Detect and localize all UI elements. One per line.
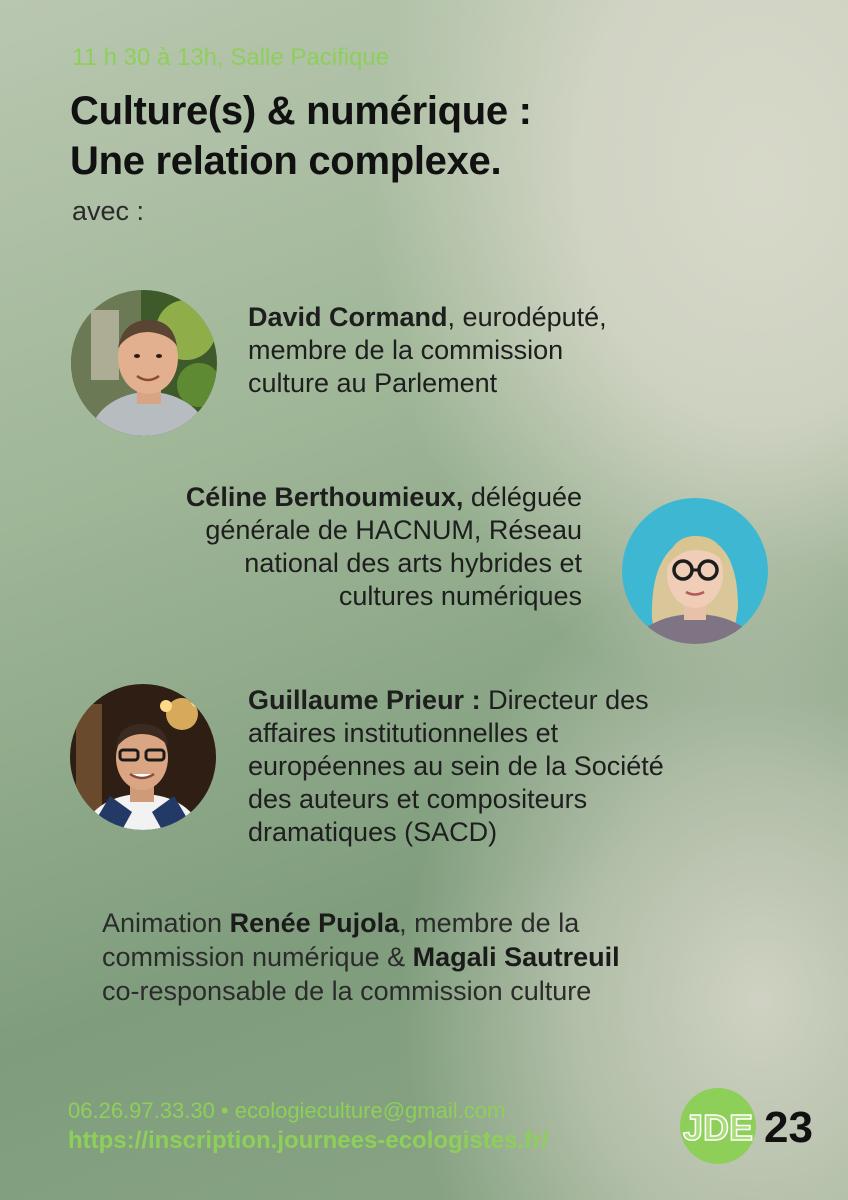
speaker-photo-david-cormand xyxy=(71,290,217,436)
speaker-name: Guillaume Prieur : xyxy=(248,685,481,715)
speaker-line: générale de HACNUM, Réseau xyxy=(205,515,582,545)
portrait-icon xyxy=(622,498,768,644)
moderator-name: Magali Sautreuil xyxy=(412,942,620,972)
event-title-line2: Une relation complexe. xyxy=(70,139,502,183)
moderator-role: , membre de la xyxy=(399,908,580,938)
moderation-line xyxy=(102,940,742,974)
speaker-line: culture au Parlement xyxy=(248,368,498,398)
speaker-line: membre de la commission xyxy=(248,335,564,365)
registration-link[interactable]: https://inscription.journees-ecologistes.fr/ xyxy=(68,1127,549,1154)
speaker-line xyxy=(248,684,664,717)
speaker-bio-celine-berthoumieux xyxy=(186,481,582,613)
speaker-photo-celine-berthoumieux xyxy=(622,498,768,644)
logo-number: 23 xyxy=(764,1103,813,1152)
speaker-role: Directeur des xyxy=(480,685,649,715)
jde-logo-icon xyxy=(678,1086,828,1166)
moderator-name: Renée Pujola xyxy=(229,908,400,938)
speaker-name: Céline Berthoumieux, xyxy=(185,482,464,512)
speaker-line: national des arts hybrides et xyxy=(244,548,582,578)
moderation-prefix: Animation xyxy=(102,908,230,938)
speaker-line: des auteurs et compositeurs xyxy=(248,784,588,814)
speaker-name: David Cormand xyxy=(248,302,448,332)
with-label: avec : xyxy=(72,196,145,226)
event-time-place: 11 h 30 à 13h, Salle Pacifique xyxy=(72,44,390,71)
speaker-line xyxy=(186,481,582,514)
moderation-line: co-responsable de la commission culture xyxy=(102,976,592,1006)
moderator-role: commission numérique & xyxy=(102,942,413,972)
speaker-role: déléguée xyxy=(463,482,582,512)
moderation-credits xyxy=(102,906,742,1008)
speaker-line: cultures numériques xyxy=(338,581,582,611)
event-title xyxy=(70,86,532,186)
moderation-line xyxy=(102,906,742,940)
portrait-icon xyxy=(71,290,217,436)
speaker-line xyxy=(248,301,607,334)
speaker-line: dramatiques (SACD) xyxy=(248,817,498,847)
speaker-photo-guillaume-prieur xyxy=(70,684,216,830)
jde23-logo xyxy=(678,1086,828,1166)
event-title-line1: Culture(s) & numérique : xyxy=(70,89,532,133)
contact-info: 06.26.97.33.30 • ecologieculture@gmail.com xyxy=(68,1098,506,1123)
speaker-bio-guillaume-prieur xyxy=(248,684,664,849)
speaker-line: affaires institutionnelles et xyxy=(248,718,559,748)
speaker-role: , eurodéputé, xyxy=(447,302,607,332)
speaker-bio-david-cormand xyxy=(248,301,607,400)
portrait-icon xyxy=(70,684,216,830)
logo-letters: JDE xyxy=(682,1107,754,1148)
speaker-line: européennes au sein de la Société xyxy=(248,751,664,781)
